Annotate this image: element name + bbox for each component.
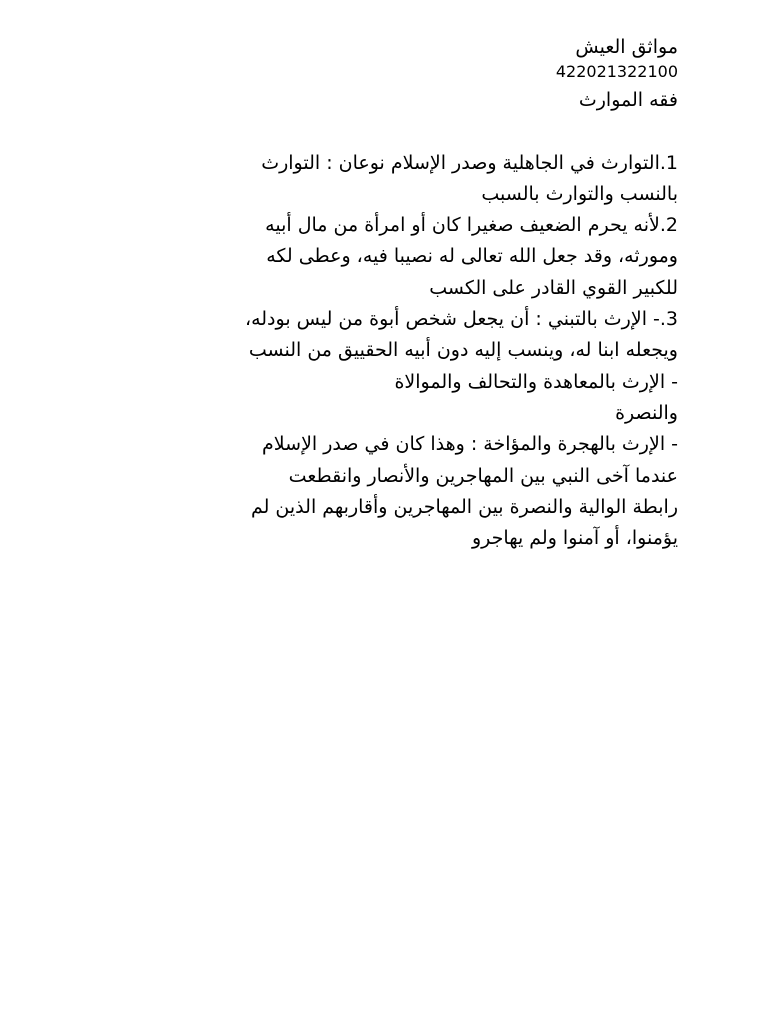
body-line: للكبير القوي القادر على الكسب xyxy=(429,276,678,299)
subject-title: فقه الموارث xyxy=(578,89,678,112)
document-page xyxy=(158,32,678,554)
body-line: ومورثه، وقد جعل الله تعالى له نصيبا فيه، وعطى لكه xyxy=(266,245,678,268)
body-line: رابطة الوالية والنصرة بين المهاجرين وأقاربهم الذين لم xyxy=(250,495,678,518)
body-line: يؤمنوا، أو آمنوا ولم يهاجرو xyxy=(472,527,678,550)
body-line: - الإرث بالمعاهدة والتحالف والموالاة xyxy=(394,370,678,393)
body-line: ويجعله ابنا له، وينسب إليه دون أبيه الحقييق من النسب xyxy=(248,339,678,362)
body-line: 3.- الإرث بالتبني : أن يجعل شخص أبوة من ليس بودله، xyxy=(244,308,678,331)
body-line: - الإرث بالهجرة والمؤاخة : وهذا كان في صدر الإسلام xyxy=(262,433,678,456)
author-name: مواثق العيش xyxy=(575,36,678,58)
body-line: والنصرة xyxy=(615,401,678,424)
student-number: 422021322100 xyxy=(555,62,678,82)
body-line: 1.التوارث في الجاهلية وصدر الإسلام نوعان : التوارث xyxy=(261,151,678,174)
body-text xyxy=(158,148,678,555)
body-line: بالنسب والتوارث بالسبب xyxy=(481,182,678,205)
body-line: 2.لأنه يحرم الضعيف صغيرا كان أو امرأة من مال أبيه xyxy=(265,214,678,237)
body-line: عندما آخى النبي بين المهاجرين والأنصار وانقطعت xyxy=(288,464,678,487)
paragraph-spacer xyxy=(158,117,678,148)
